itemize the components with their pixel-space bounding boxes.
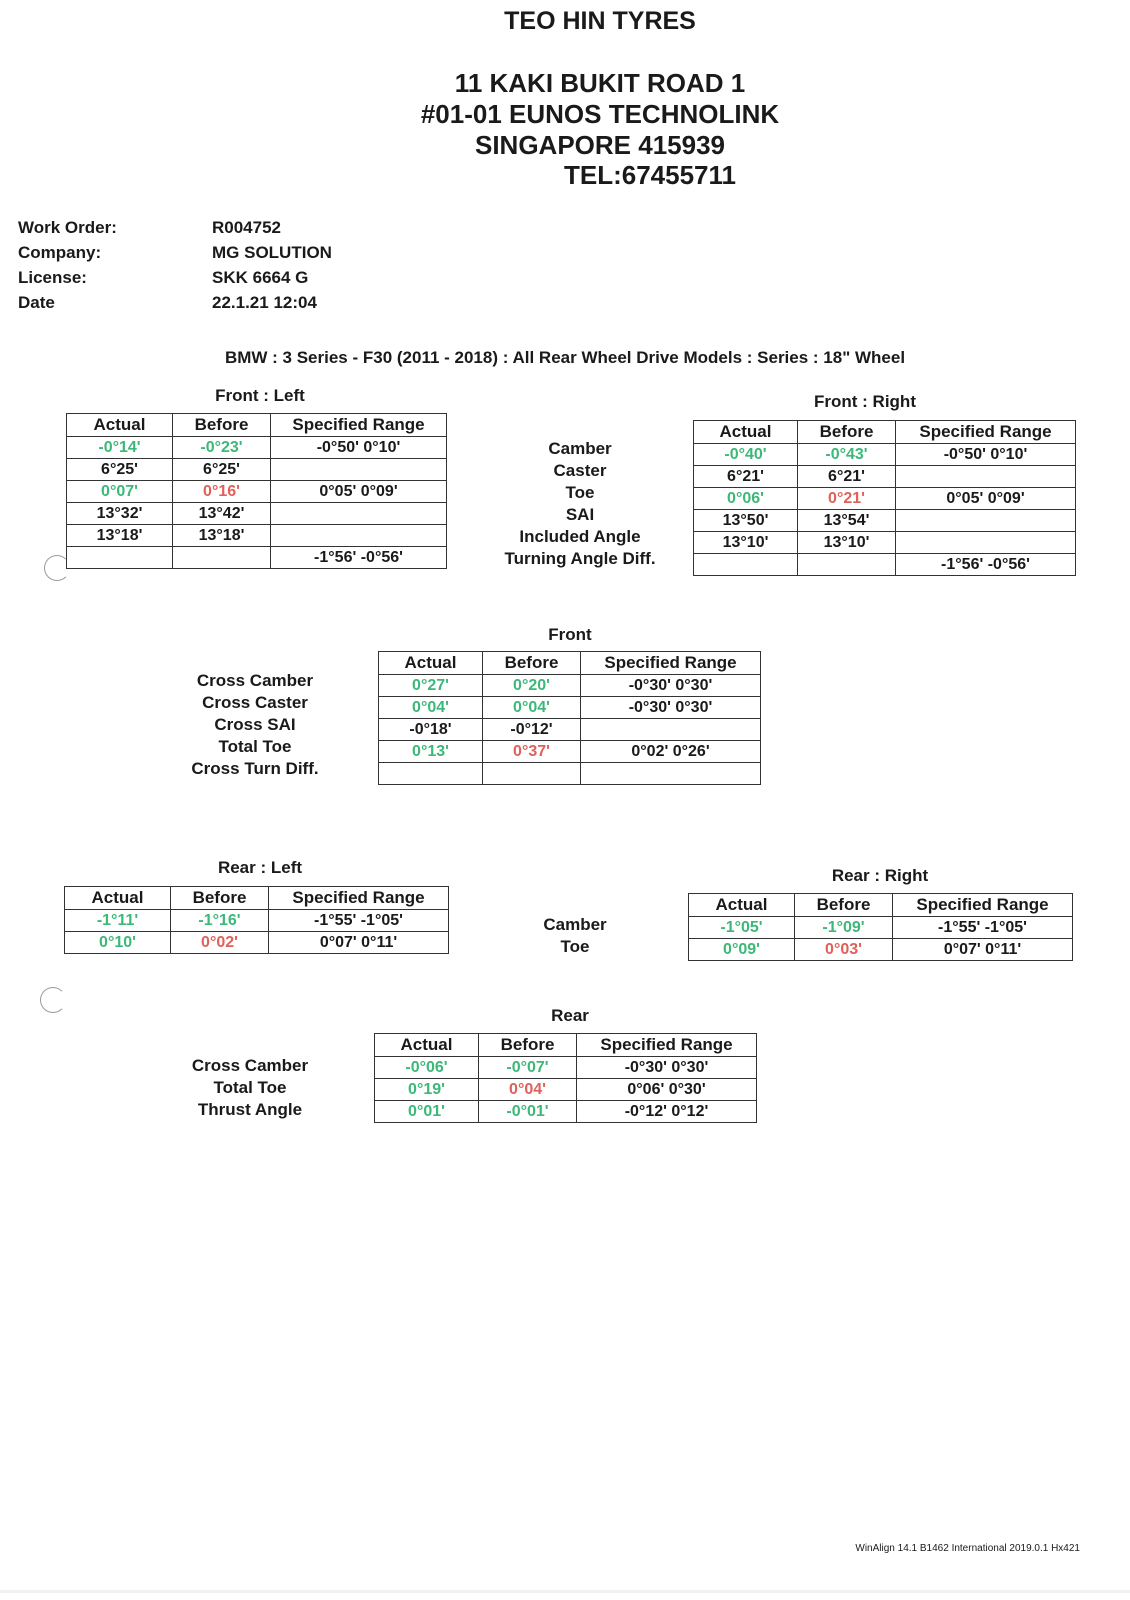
company-value: MG SOLUTION xyxy=(212,243,332,262)
col-actual: Actual xyxy=(67,414,173,437)
table-row xyxy=(375,1079,757,1101)
table-row xyxy=(379,741,761,763)
table-row xyxy=(375,1057,757,1079)
table-row xyxy=(694,510,1076,532)
fr-camber-range: -0°50' 0°10' xyxy=(896,444,1076,466)
col-before: Before xyxy=(798,421,896,444)
fc-camber-before: 0°20' xyxy=(483,675,581,697)
table-row xyxy=(67,503,447,525)
fc-caster-range: -0°30' 0°30' xyxy=(581,697,761,719)
rear-cross-title: Rear xyxy=(551,1006,589,1025)
license-value: SKK 6664 G xyxy=(212,268,309,287)
label-rear-camber: Camber xyxy=(543,915,607,934)
table-row xyxy=(67,525,447,547)
rc-toe-before: 0°04' xyxy=(479,1079,577,1101)
front-left-title: Front : Left xyxy=(215,386,305,405)
address-line-1: 11 KAKI BUKIT ROAD 1 xyxy=(454,68,746,98)
label-camber: Camber xyxy=(548,439,612,458)
fc-sai-actual: -0°18' xyxy=(379,719,483,741)
rr-camber-actual: -1°05' xyxy=(689,917,795,939)
rl-toe-range: 0°07' 0°11' xyxy=(269,932,449,954)
scan-edge-divider xyxy=(0,1590,1130,1593)
fc-turn-actual xyxy=(379,763,483,785)
fr-caster-actual: 6°21' xyxy=(694,466,798,488)
label-total-toe: Total Toe xyxy=(218,737,292,756)
front-left-table xyxy=(66,413,447,569)
date-label: Date xyxy=(18,293,55,312)
front-cross-labels xyxy=(150,670,360,780)
col-range: Specified Range xyxy=(893,894,1073,917)
col-before: Before xyxy=(173,414,271,437)
table-header-row xyxy=(67,414,447,437)
license-label: License: xyxy=(18,268,87,287)
company-label: Company: xyxy=(18,243,102,262)
table-row xyxy=(67,481,447,503)
table-header-row xyxy=(65,887,449,910)
table-row xyxy=(694,466,1076,488)
table-row xyxy=(67,547,447,569)
rc-camber-range: -0°30' 0°30' xyxy=(577,1057,757,1079)
fr-sai-range xyxy=(896,510,1076,532)
work-order-value: R004752 xyxy=(212,218,282,237)
rl-camber-actual: -1°11' xyxy=(65,910,171,932)
rear-right-table xyxy=(688,893,1073,961)
rc-camber-actual: -0°06' xyxy=(375,1057,479,1079)
front-right-title: Front : Right xyxy=(814,392,916,411)
fr-included-actual: 13°10' xyxy=(694,532,798,554)
table-row xyxy=(379,763,761,785)
fc-turn-range xyxy=(581,763,761,785)
rl-camber-before: -1°16' xyxy=(171,910,269,932)
table-row xyxy=(694,488,1076,510)
rc-thrust-actual: 0°01' xyxy=(375,1101,479,1123)
telephone: TEL:67455711 xyxy=(563,160,736,190)
fl-sai-actual: 13°32' xyxy=(67,503,173,525)
table-row xyxy=(689,939,1073,961)
fl-camber-before: -0°23' xyxy=(173,437,271,459)
col-range: Specified Range xyxy=(269,887,449,910)
table-header-row xyxy=(375,1034,757,1057)
rr-toe-range: 0°07' 0°11' xyxy=(893,939,1073,961)
table-row xyxy=(379,697,761,719)
fr-sai-actual: 13°50' xyxy=(694,510,798,532)
rr-toe-before: 0°03' xyxy=(795,939,893,961)
fr-camber-actual: -0°40' xyxy=(694,444,798,466)
fc-toe-actual: 0°13' xyxy=(379,741,483,763)
front-right-table xyxy=(693,420,1076,576)
date-value: 22.1.21 12:04 xyxy=(212,293,317,312)
label-cross-turn-diff: Cross Turn Diff. xyxy=(191,759,319,778)
label-rear-cross-camber: Cross Camber xyxy=(191,1056,309,1075)
punch-hole-mark xyxy=(40,987,66,1013)
col-actual: Actual xyxy=(689,894,795,917)
table-row xyxy=(379,719,761,741)
fr-toe-before: 0°21' xyxy=(798,488,896,510)
fl-camber-range: -0°50' 0°10' xyxy=(271,437,447,459)
col-before: Before xyxy=(171,887,269,910)
label-rear-total-toe: Total Toe xyxy=(213,1078,287,1097)
fr-sai-before: 13°54' xyxy=(798,510,896,532)
fr-turning-range: -1°56' -0°56' xyxy=(896,554,1076,576)
fr-included-before: 13°10' xyxy=(798,532,896,554)
fl-included-actual: 13°18' xyxy=(67,525,173,547)
table-row xyxy=(694,532,1076,554)
front-cross-table xyxy=(378,651,761,785)
rear-left-table xyxy=(64,886,449,954)
rr-camber-range: -1°55' -1°05' xyxy=(893,917,1073,939)
fc-caster-before: 0°04' xyxy=(483,697,581,719)
fc-camber-range: -0°30' 0°30' xyxy=(581,675,761,697)
fl-caster-range xyxy=(271,459,447,481)
table-row xyxy=(379,675,761,697)
col-before: Before xyxy=(483,652,581,675)
front-cross-title: Front xyxy=(548,625,592,644)
rear-right-title: Rear : Right xyxy=(831,866,929,885)
fc-sai-before: -0°12' xyxy=(483,719,581,741)
col-actual: Actual xyxy=(694,421,798,444)
table-header-row xyxy=(379,652,761,675)
address-line-3: SINGAPORE 415939 xyxy=(474,130,725,160)
fc-toe-range: 0°02' 0°26' xyxy=(581,741,761,763)
label-turning-angle-diff: Turning Angle Diff. xyxy=(504,549,656,568)
rl-toe-before: 0°02' xyxy=(171,932,269,954)
label-thrust-angle: Thrust Angle xyxy=(197,1100,303,1119)
software-version: WinAlign 14.1 B1462 International 2019.0.1 Hx421 xyxy=(855,1543,1080,1554)
fr-toe-actual: 0°06' xyxy=(694,488,798,510)
fl-turning-actual xyxy=(67,547,173,569)
fl-caster-actual: 6°25' xyxy=(67,459,173,481)
fr-turning-before xyxy=(798,554,896,576)
fc-turn-before xyxy=(483,763,581,785)
work-order-label: Work Order: xyxy=(18,218,117,237)
fl-caster-before: 6°25' xyxy=(173,459,271,481)
fl-turning-before xyxy=(173,547,271,569)
rear-left-title: Rear : Left xyxy=(217,858,303,877)
fr-toe-range: 0°05' 0°09' xyxy=(896,488,1076,510)
table-row xyxy=(694,554,1076,576)
rear-cross-labels xyxy=(150,1055,350,1121)
col-range: Specified Range xyxy=(577,1034,757,1057)
vehicle-description: BMW : 3 Series - F30 (2011 - 2018) : All Rear Wheel Drive Models : Series : 18" Wheel xyxy=(224,348,906,367)
rear-cross-table xyxy=(374,1033,757,1123)
label-cross-sai: Cross SAI xyxy=(214,715,296,734)
col-actual: Actual xyxy=(375,1034,479,1057)
col-actual: Actual xyxy=(65,887,171,910)
label-rear-toe: Toe xyxy=(560,937,590,956)
table-row xyxy=(65,932,449,954)
rc-camber-before: -0°07' xyxy=(479,1057,577,1079)
punch-hole-mark xyxy=(44,555,70,581)
table-row xyxy=(67,437,447,459)
table-row xyxy=(694,444,1076,466)
fr-camber-before: -0°43' xyxy=(798,444,896,466)
col-range: Specified Range xyxy=(271,414,447,437)
label-toe: Toe xyxy=(565,483,595,502)
fl-toe-before: 0°16' xyxy=(173,481,271,503)
table-row xyxy=(67,459,447,481)
fr-caster-range xyxy=(896,466,1076,488)
rr-toe-actual: 0°09' xyxy=(689,939,795,961)
table-row xyxy=(689,917,1073,939)
col-actual: Actual xyxy=(379,652,483,675)
fr-turning-actual xyxy=(694,554,798,576)
label-sai: SAI xyxy=(565,505,595,524)
table-row xyxy=(65,910,449,932)
fl-turning-range: -1°56' -0°56' xyxy=(271,547,447,569)
label-caster: Caster xyxy=(553,461,607,480)
fl-toe-range: 0°05' 0°09' xyxy=(271,481,447,503)
rl-camber-range: -1°55' -1°05' xyxy=(269,910,449,932)
fc-caster-actual: 0°04' xyxy=(379,697,483,719)
fl-included-before: 13°18' xyxy=(173,525,271,547)
col-before: Before xyxy=(795,894,893,917)
fr-included-range xyxy=(896,532,1076,554)
table-row xyxy=(375,1101,757,1123)
rc-thrust-range: -0°12' 0°12' xyxy=(577,1101,757,1123)
label-cross-caster: Cross Caster xyxy=(202,693,308,712)
rc-thrust-before: -0°01' xyxy=(479,1101,577,1123)
address-line-2: #01-01 EUNOS TECHNOLINK xyxy=(420,99,780,129)
fc-camber-actual: 0°27' xyxy=(379,675,483,697)
label-included-angle: Included Angle xyxy=(519,527,641,546)
fl-camber-actual: -0°14' xyxy=(67,437,173,459)
front-measure-labels xyxy=(470,438,690,570)
rl-toe-actual: 0°10' xyxy=(65,932,171,954)
rear-measure-labels xyxy=(505,914,645,958)
fr-caster-before: 6°21' xyxy=(798,466,896,488)
fc-sai-range xyxy=(581,719,761,741)
shop-name: TEO HIN TYRES xyxy=(504,7,696,35)
rc-toe-range: 0°06' 0°30' xyxy=(577,1079,757,1101)
col-range: Specified Range xyxy=(581,652,761,675)
col-range: Specified Range xyxy=(896,421,1076,444)
table-header-row xyxy=(689,894,1073,917)
fl-sai-before: 13°42' xyxy=(173,503,271,525)
fl-toe-actual: 0°07' xyxy=(67,481,173,503)
fl-included-range xyxy=(271,525,447,547)
rc-toe-actual: 0°19' xyxy=(375,1079,479,1101)
rr-camber-before: -1°09' xyxy=(795,917,893,939)
fl-sai-range xyxy=(271,503,447,525)
fc-toe-before: 0°37' xyxy=(483,741,581,763)
label-cross-camber: Cross Camber xyxy=(196,671,314,690)
col-before: Before xyxy=(479,1034,577,1057)
table-header-row xyxy=(694,421,1076,444)
